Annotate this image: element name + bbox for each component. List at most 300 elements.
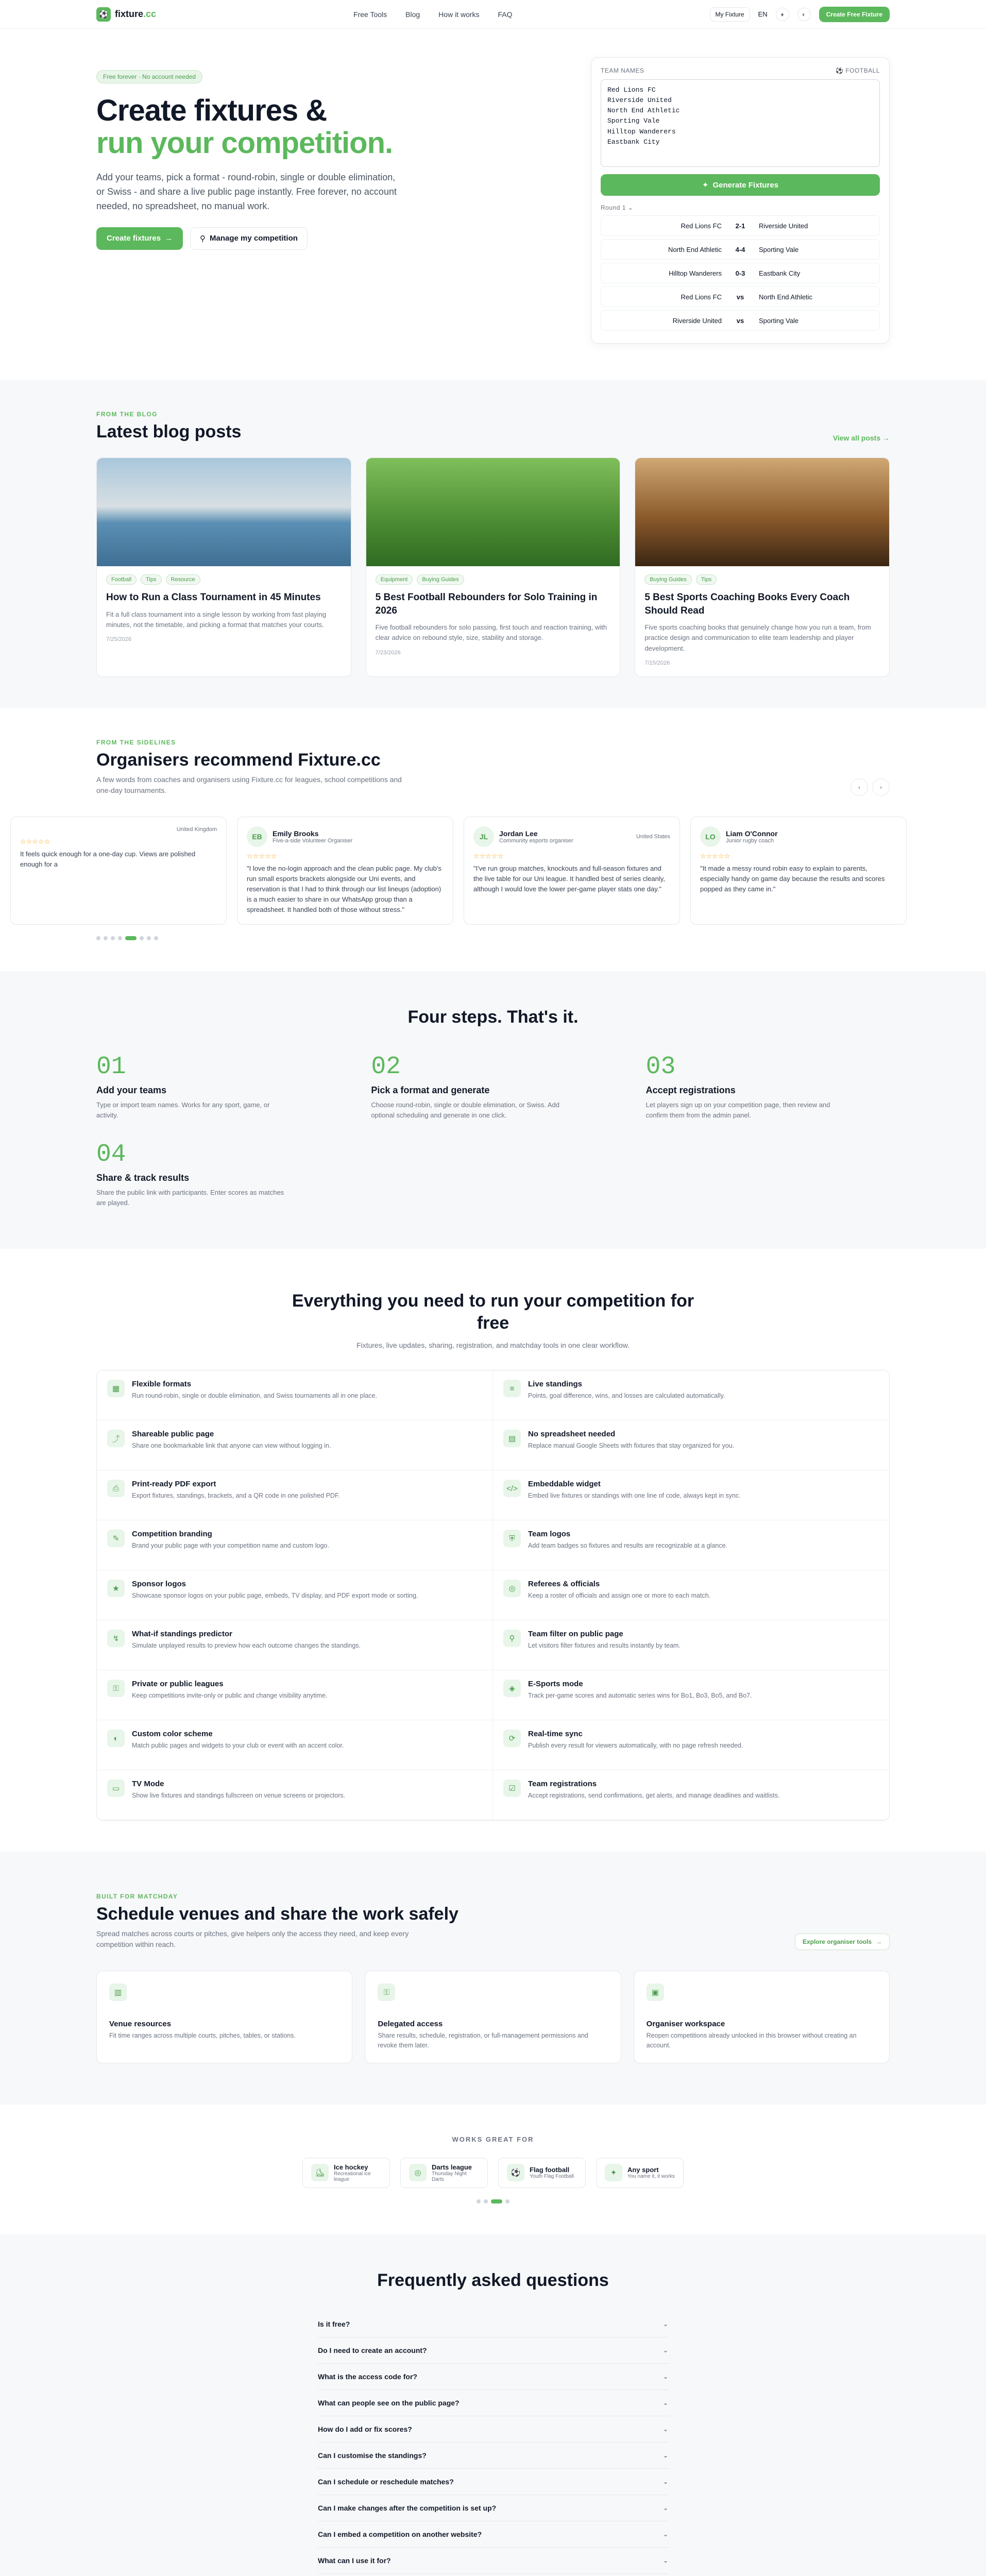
generate-fixtures-button[interactable]	[601, 174, 880, 196]
feature-text	[528, 1380, 725, 1411]
blog-card-body	[97, 566, 351, 653]
feature-title: Team registrations	[528, 1780, 597, 1789]
faq-item[interactable]	[318, 2416, 668, 2443]
feature-text	[132, 1680, 327, 1710]
feature-text	[132, 1630, 361, 1660]
sparkle-icon: ✦	[702, 181, 709, 190]
person-info	[726, 829, 778, 844]
testimonial-carousel[interactable]	[0, 817, 986, 925]
blog-card[interactable]	[366, 457, 621, 677]
code-icon: </>	[503, 1480, 521, 1497]
sport-select[interactable]	[836, 67, 880, 74]
chip-text	[432, 2163, 479, 2182]
blog-image[interactable]	[366, 458, 620, 566]
feature-item	[97, 1620, 493, 1670]
feature-desc: Replace manual Google Sheets with fixtures that stay organized for you.	[528, 1442, 735, 1450]
nav-links	[353, 10, 513, 19]
away-team: Eastbank City	[759, 269, 801, 277]
feature-desc: Track per-game scores and automatic series wins for Bo1, Bo3, Bo5, and Bo7.	[528, 1692, 752, 1700]
chip-sub: Youth Flag Football	[530, 2174, 574, 2180]
nav-free-tools[interactable]: Free Tools	[353, 10, 387, 19]
blog-post-title[interactable]: How to Run a Class Tournament in 45 Minutes	[106, 592, 321, 603]
carousel-dot[interactable]	[505, 2199, 509, 2204]
feature-item	[493, 1620, 889, 1670]
create-fixtures-label: Create fixtures	[107, 234, 161, 243]
testimonial-person	[473, 826, 573, 847]
feature-item	[97, 1520, 493, 1570]
blog-excerpt: Fit a full class tournament into a single lesson by working from fast playing minutes, not the timetable, and picking a format that matches your courts.	[106, 610, 327, 629]
feature-title: E-Sports mode	[528, 1680, 583, 1689]
table-icon: ≡	[503, 1380, 521, 1397]
chip-title: Flag football	[530, 2166, 570, 2174]
testimonials-subtitle: A few words from coaches and organisers using Fixture.cc for leagues, school competitions and one-day tournaments.	[96, 775, 402, 794]
chip-sub: Recreational ice league	[334, 2171, 371, 2182]
nav-blog[interactable]: Blog	[405, 10, 420, 19]
faq-item[interactable]	[318, 2443, 668, 2469]
person-role: Community esports organiser	[499, 837, 573, 844]
carousel-dot-active[interactable]	[125, 936, 137, 940]
sport-chip[interactable]	[596, 2158, 684, 2188]
gamepad-icon: ◈	[503, 1680, 521, 1697]
blog-title: Latest blog posts	[96, 422, 242, 442]
chevron-down-icon: ⌄	[662, 2504, 668, 2512]
feature-item	[493, 1770, 889, 1820]
testimonial-header	[20, 826, 217, 833]
testimonial-card	[10, 817, 227, 925]
team-line: Red Lions FC	[607, 86, 656, 94]
works-dots	[0, 2199, 986, 2204]
testimonial-card	[690, 817, 907, 925]
filter-icon: ⚲	[503, 1630, 521, 1647]
chevron-down-icon: ⌄	[662, 2530, 668, 2538]
faq-list	[318, 2311, 668, 2576]
away-team: Sporting Vale	[759, 245, 799, 253]
testimonials-eyebrow: FROM THE SIDELINES	[96, 738, 176, 746]
step-title: Accept registrations	[645, 1085, 736, 1096]
team-line: North End Athletic	[607, 107, 680, 115]
explore-organiser-tools-button[interactable]: Explore organiser tools →	[795, 1934, 890, 1950]
nav-right	[710, 7, 890, 22]
home-team: Riverside United	[672, 316, 722, 325]
step	[96, 1141, 340, 1208]
venues-eyebrow: BUILT FOR MATCHDAY	[96, 1893, 178, 1901]
away-team: Riverside United	[759, 222, 808, 230]
create-fixtures-button[interactable]	[96, 227, 183, 250]
match-score: 2-1	[735, 222, 745, 230]
carousel-dot[interactable]	[140, 936, 144, 940]
step	[646, 1053, 890, 1120]
blog-date: 7/15/2026	[644, 659, 670, 666]
faq-item[interactable]	[318, 2548, 668, 2574]
brush-icon: ✎	[107, 1530, 125, 1547]
team-line: Sporting Vale	[607, 117, 660, 125]
hero-lead: Add your teams, pick a format - round-robin, single or double elimination, or Swiss - and share a live public page instantly. Free forever, no account needed, no spreadsheet, no manual work.	[96, 172, 397, 212]
faq-question: What can people see on the public page?	[318, 2398, 460, 2407]
testimonial-quote: "I've run group matches, knockouts and full-season fixtures and the live table for our Uni league. It handled best of series cleanly, although I would love the lower per-game player stats one day."	[473, 864, 665, 893]
theme-toggle-icon[interactable]: ◐	[797, 8, 811, 21]
faq-question: Can I customise the standings?	[318, 2451, 427, 2460]
match-score: 0-3	[735, 269, 745, 277]
feature-item	[493, 1570, 889, 1620]
feature-item	[97, 1670, 493, 1720]
blog-tags	[644, 574, 880, 585]
feature-item	[97, 1570, 493, 1620]
venues-title: Schedule venues and share the work safely	[96, 1904, 458, 1924]
feature-text	[528, 1780, 779, 1810]
hero-badge: Free forever · No account needed	[96, 70, 202, 83]
feature-text	[132, 1430, 331, 1461]
carousel-dot[interactable]	[96, 936, 100, 940]
step-desc: Type or import team names. Works for any sport, game, or activity.	[96, 1101, 270, 1119]
match-row	[601, 263, 880, 283]
carousel-dot[interactable]	[111, 936, 115, 940]
feature-item	[97, 1370, 493, 1420]
home-team: Red Lions FC	[681, 222, 722, 230]
faq-item[interactable]	[318, 2311, 668, 2337]
faq-item[interactable]	[318, 2390, 668, 2416]
sheet-icon: ▤	[503, 1430, 521, 1447]
access-icon: ⚿	[378, 1984, 395, 2001]
match-row	[601, 310, 880, 331]
step-desc: Let players sign up on your competition page, then review and confirm them from the admin panel.	[645, 1101, 830, 1119]
match-score: vs	[736, 293, 744, 301]
notification-icon[interactable]: ♦	[776, 8, 789, 21]
features-title-line1: Everything you need to run your competition for	[292, 1291, 694, 1311]
step-number: 03	[645, 1053, 676, 1081]
faq-item[interactable]	[318, 2364, 668, 2390]
blog-image[interactable]	[97, 458, 351, 566]
feature-title: Shareable public page	[132, 1430, 214, 1439]
darts-icon: ◎	[409, 2164, 427, 2181]
faq-item[interactable]	[318, 2574, 668, 2576]
chevron-down-icon: ⌄	[662, 2399, 668, 2406]
tv-icon: ▭	[107, 1780, 125, 1797]
feature-title: Flexible formats	[132, 1380, 192, 1389]
feature-item	[493, 1670, 889, 1720]
feature-text	[528, 1730, 743, 1760]
testimonial-header	[700, 826, 897, 847]
feature-title: TV Mode	[132, 1780, 164, 1789]
testimonials-title: Organisers recommend Fixture.cc	[96, 750, 381, 770]
folder-icon: ▣	[647, 1984, 664, 2001]
view-all-posts-link[interactable]: View all posts →	[832, 434, 890, 442]
faq-item[interactable]	[318, 2469, 668, 2495]
sport-chip[interactable]	[498, 2158, 586, 2188]
feature-item	[493, 1520, 889, 1570]
faq-item[interactable]	[318, 2495, 668, 2521]
person-location: United Kingdom	[176, 826, 217, 833]
football-icon: ⚽	[507, 2164, 524, 2181]
blog-tag[interactable]: Tips	[141, 574, 161, 585]
step-number: 04	[96, 1141, 126, 1169]
logo-icon: ⚽	[96, 7, 111, 22]
team-line: Riverside United	[607, 96, 672, 105]
feature-desc: Let visitors filter fixtures and results instantly by team.	[528, 1642, 681, 1650]
testimonials-section	[0, 708, 986, 972]
feature-desc: Embed live fixtures or standings with one line of code, always kept in sync.	[528, 1492, 741, 1500]
explore-label: Explore organiser tools	[802, 1938, 872, 1946]
feature-desc: Accept registrations, send confirmations, get alerts, and manage deadlines and waitlists.	[528, 1792, 780, 1800]
step-title: Share & track results	[96, 1173, 190, 1183]
blog-date: 7/23/2026	[375, 649, 401, 656]
match-score: 4-4	[735, 245, 745, 253]
steps-title: Four steps. That's it.	[407, 1007, 579, 1027]
feature-desc: Brand your public page with your competition name and custom logo.	[132, 1542, 329, 1550]
feature-item	[493, 1420, 889, 1470]
faq-question: How do I add or fix scores?	[318, 2425, 412, 2433]
nav-faq[interactable]: FAQ	[498, 10, 513, 19]
carousel-dot[interactable]	[118, 936, 122, 940]
carousel-dots	[96, 936, 890, 940]
blog-card-body	[366, 566, 620, 666]
sport-chips	[0, 2158, 986, 2188]
create-free-fixture-button[interactable]: Create Free Fixture	[819, 7, 890, 22]
team-line: Hilltop Wanderers	[607, 127, 676, 135]
feature-desc: Export fixtures, standings, brackets, and a QR code in one polished PDF.	[132, 1492, 340, 1500]
generate-label: Generate Fixtures	[712, 180, 779, 190]
feature-title: Real-time sync	[528, 1730, 583, 1739]
faq-question: What can I use it for?	[318, 2556, 391, 2565]
ball-icon: ⚽	[836, 67, 846, 74]
my-fixture-button[interactable]: My Fixture	[710, 7, 750, 22]
blog-section	[0, 380, 986, 708]
rating-stars-icon: ☆☆☆☆☆	[20, 837, 50, 845]
feature-text	[528, 1430, 734, 1461]
chip-text	[334, 2163, 381, 2182]
chip-sub: Thursday Night Darts	[432, 2171, 467, 2182]
carousel-dot[interactable]	[484, 2199, 488, 2204]
blog-tag[interactable]: Resource	[166, 574, 200, 585]
manage-competition-button[interactable]	[190, 227, 308, 250]
carousel-dot-active[interactable]	[491, 2199, 502, 2204]
feature-title: Sponsor logos	[132, 1580, 186, 1589]
venues-section	[0, 1852, 986, 2105]
palette-icon: ◐	[107, 1730, 125, 1747]
feature-item	[97, 1470, 493, 1520]
faq-question: Can I embed a competition on another website?	[318, 2530, 482, 2538]
carousel-dot[interactable]	[154, 936, 158, 940]
whistle-icon: ◎	[503, 1580, 521, 1597]
venue-desc: Fit time ranges across multiple courts, pitches, tables, or stations.	[109, 2032, 296, 2040]
home-team: North End Athletic	[668, 245, 722, 253]
works-great-title: WORKS GREAT FOR	[452, 2135, 534, 2143]
steps-section	[0, 971, 986, 1249]
person-name: Jordan Lee	[499, 829, 538, 838]
home-team: Red Lions FC	[681, 293, 722, 301]
grid-icon: ▦	[107, 1380, 125, 1397]
venue-card	[365, 1971, 621, 2063]
feature-text	[132, 1380, 377, 1411]
blog-date: 7/25/2026	[106, 636, 131, 642]
testimonial-card	[237, 817, 453, 925]
testimonial-header	[473, 826, 670, 847]
sport-chip[interactable]	[302, 2158, 390, 2188]
team-names-label: TEAM NAMES	[601, 67, 644, 74]
blog-post-title[interactable]: 5 Best Football Rebounders for Solo Training in 2026	[375, 592, 598, 616]
hero-title-line1: Create fixtures &	[96, 94, 327, 127]
feature-desc: Share one bookmarkable link that anyone can view without logging in.	[132, 1442, 331, 1450]
step-number: 01	[96, 1053, 126, 1081]
feature-title: Team logos	[528, 1530, 571, 1539]
person-location: United States	[636, 833, 670, 840]
feature-desc: Simulate unplayed results to preview how each outcome changes the standings.	[132, 1642, 361, 1650]
person-info	[499, 829, 573, 844]
testimonial-person	[700, 826, 778, 847]
feature-text	[132, 1480, 340, 1511]
feature-item	[493, 1720, 889, 1770]
feature-desc: Run round-robin, single or double elimination, and Swiss tournaments all in one place.	[132, 1392, 377, 1400]
person-name: Liam O'Connor	[726, 829, 778, 838]
faq-question: What is the access code for?	[318, 2372, 417, 2381]
logo-suffix: .cc	[143, 9, 157, 19]
venue-desc: Share results, schedule, registration, or full-management permissions and revoke them later.	[378, 2032, 588, 2049]
features-subtitle: Fixtures, live updates, sharing, registration, and matchday tools in one clear workflow.	[356, 1341, 630, 1350]
feature-text	[528, 1580, 710, 1611]
feature-title: Print-ready PDF export	[132, 1480, 216, 1489]
match-row	[601, 215, 880, 236]
venue-card	[634, 1971, 890, 2063]
feature-text	[528, 1480, 741, 1511]
match-list	[601, 215, 880, 331]
venue-title: Delegated access	[378, 2020, 443, 2029]
feature-text	[132, 1530, 329, 1561]
chevron-down-icon: ⌄	[662, 2478, 668, 2485]
person-role: Junior rugby coach	[726, 837, 774, 844]
feature-title: No spreadsheet needed	[528, 1430, 616, 1439]
nav-how-it-works[interactable]: How it works	[438, 10, 480, 19]
chip-title: Ice hockey	[334, 2163, 368, 2171]
share-icon: ⤴	[107, 1430, 125, 1447]
features-section	[0, 1249, 986, 1852]
faq-item[interactable]	[318, 2521, 668, 2548]
view-all-label: View all posts	[832, 434, 881, 442]
sport-value: FOOTBALL	[845, 67, 880, 74]
feature-item	[493, 1370, 889, 1420]
match-row	[601, 239, 880, 260]
step-desc: Choose round-robin, single or double elimination, or Swiss. Add optional scheduling and generate in one click.	[371, 1101, 559, 1119]
features-title	[96, 1290, 890, 1334]
chip-title: Darts league	[432, 2163, 472, 2171]
feature-desc: Keep competitions invite-only or public and change visibility anytime.	[132, 1692, 328, 1700]
blog-card[interactable]	[96, 457, 351, 677]
blog-card-body	[635, 566, 889, 676]
shield-icon: ⛨	[503, 1530, 521, 1547]
blog-post-title[interactable]: 5 Best Sports Coaching Books Every Coach Should Read	[644, 592, 850, 616]
works-great-section	[0, 2105, 986, 2234]
step-desc: Share the public link with participants. Enter scores as matches are played.	[96, 1189, 284, 1207]
blog-card[interactable]	[635, 457, 890, 677]
feature-item	[97, 1720, 493, 1770]
feature-item	[97, 1420, 493, 1470]
blog-tag[interactable]: Football	[106, 574, 137, 585]
chip-text	[627, 2166, 675, 2179]
blog-excerpt: Five football rebounders for solo passing, first touch and reaction training, with clear advice on rebound style, size, stability and storage.	[375, 623, 607, 642]
print-icon: ⎙	[107, 1480, 125, 1497]
testimonial-quote: "It made a messy round robin easy to explain to parents, especially handy on game day because the results and scores popped as they came in."	[700, 864, 885, 893]
chevron-down-icon: ⌄	[662, 2372, 668, 2380]
person-info	[273, 829, 352, 844]
feature-title: Live standings	[528, 1380, 583, 1389]
next-arrow-icon[interactable]: ›	[872, 778, 890, 796]
venue-title: Venue resources	[109, 2020, 172, 2029]
feature-item	[493, 1470, 889, 1520]
person-name: Emily Brooks	[273, 829, 319, 838]
blog-eyebrow: FROM THE BLOG	[96, 411, 158, 418]
steps-grid	[96, 1053, 890, 1208]
chip-title: Any sport	[627, 2166, 659, 2174]
search-icon: ⚲	[200, 234, 206, 243]
carousel-dot[interactable]	[104, 936, 108, 940]
blog-tag[interactable]: Tips	[696, 574, 717, 585]
clipboard-icon: ☑	[503, 1780, 521, 1797]
feature-desc: Publish every result for viewers automatically, with no page refresh needed.	[528, 1742, 743, 1750]
faq-question: Is it free?	[318, 2319, 350, 2328]
blog-grid	[96, 457, 890, 677]
feature-desc: Showcase sponsor logos on your public page, embeds, TV display, and PDF export mode or sorting.	[132, 1592, 418, 1600]
blog-tag[interactable]: Buying Guides	[417, 574, 464, 585]
step	[96, 1053, 340, 1120]
faq-item[interactable]	[318, 2337, 668, 2364]
chip-sub: You name it, it works	[627, 2174, 675, 2180]
language-select[interactable]: EN	[758, 10, 768, 18]
prev-arrow-icon[interactable]: ‹	[851, 778, 868, 796]
away-team: North End Athletic	[759, 293, 813, 301]
feature-title: Custom color scheme	[132, 1730, 213, 1739]
round-label	[601, 204, 880, 211]
chevron-down-icon: ⌄	[662, 2425, 668, 2433]
testimonial-header	[247, 826, 444, 847]
blog-tag[interactable]: Equipment	[376, 574, 413, 585]
sport-chip[interactable]	[400, 2158, 488, 2188]
faq-question: Can I schedule or reschedule matches?	[318, 2477, 454, 2486]
round-text: Round 1	[601, 204, 626, 211]
venue-title: Organiser workspace	[646, 2020, 725, 2029]
feature-text	[132, 1580, 418, 1611]
rating-stars-icon: ☆☆☆☆☆	[247, 852, 277, 860]
chevron-down-icon: ⌄	[662, 2556, 668, 2564]
feature-desc: Show live fixtures and standings fullscreen on venue screens or projectors.	[132, 1792, 346, 1800]
feature-title: Private or public leagues	[132, 1680, 224, 1689]
step-title: Add your teams	[96, 1085, 167, 1096]
logo[interactable]	[96, 7, 156, 22]
hero	[96, 29, 890, 380]
feature-item	[97, 1770, 493, 1820]
carousel-dot[interactable]	[477, 2199, 481, 2204]
avatar: JL	[473, 826, 494, 847]
testimonial-person	[247, 826, 352, 847]
step-title: Pick a format and generate	[371, 1085, 490, 1096]
match-row	[601, 286, 880, 307]
features-grid	[96, 1370, 890, 1821]
match-score: vs	[736, 316, 744, 325]
blog-tag[interactable]: Buying Guides	[644, 574, 692, 585]
feature-title: Competition branding	[132, 1530, 212, 1539]
top-nav	[0, 0, 986, 29]
blog-image[interactable]	[635, 458, 889, 566]
venue-card	[96, 1971, 352, 2063]
generator-card	[591, 57, 890, 344]
feature-desc: Add team badges so fixtures and results are recognizable at a glance.	[528, 1542, 728, 1550]
faq-question: Do I need to create an account?	[318, 2346, 427, 2354]
venues-subtitle: Spread matches across courts or pitches, give helpers only the access they need, and keep every competition within reach.	[96, 1929, 409, 1949]
sport-icon: ✦	[605, 2164, 622, 2181]
team-names-textarea[interactable]	[601, 79, 880, 167]
venue-icon: ▥	[109, 1984, 127, 2001]
carousel-dot[interactable]	[147, 936, 151, 940]
rating-stars-icon: ☆☆☆☆☆	[700, 852, 730, 860]
home-team: Hilltop Wanderers	[669, 269, 722, 277]
feature-text	[528, 1630, 681, 1660]
